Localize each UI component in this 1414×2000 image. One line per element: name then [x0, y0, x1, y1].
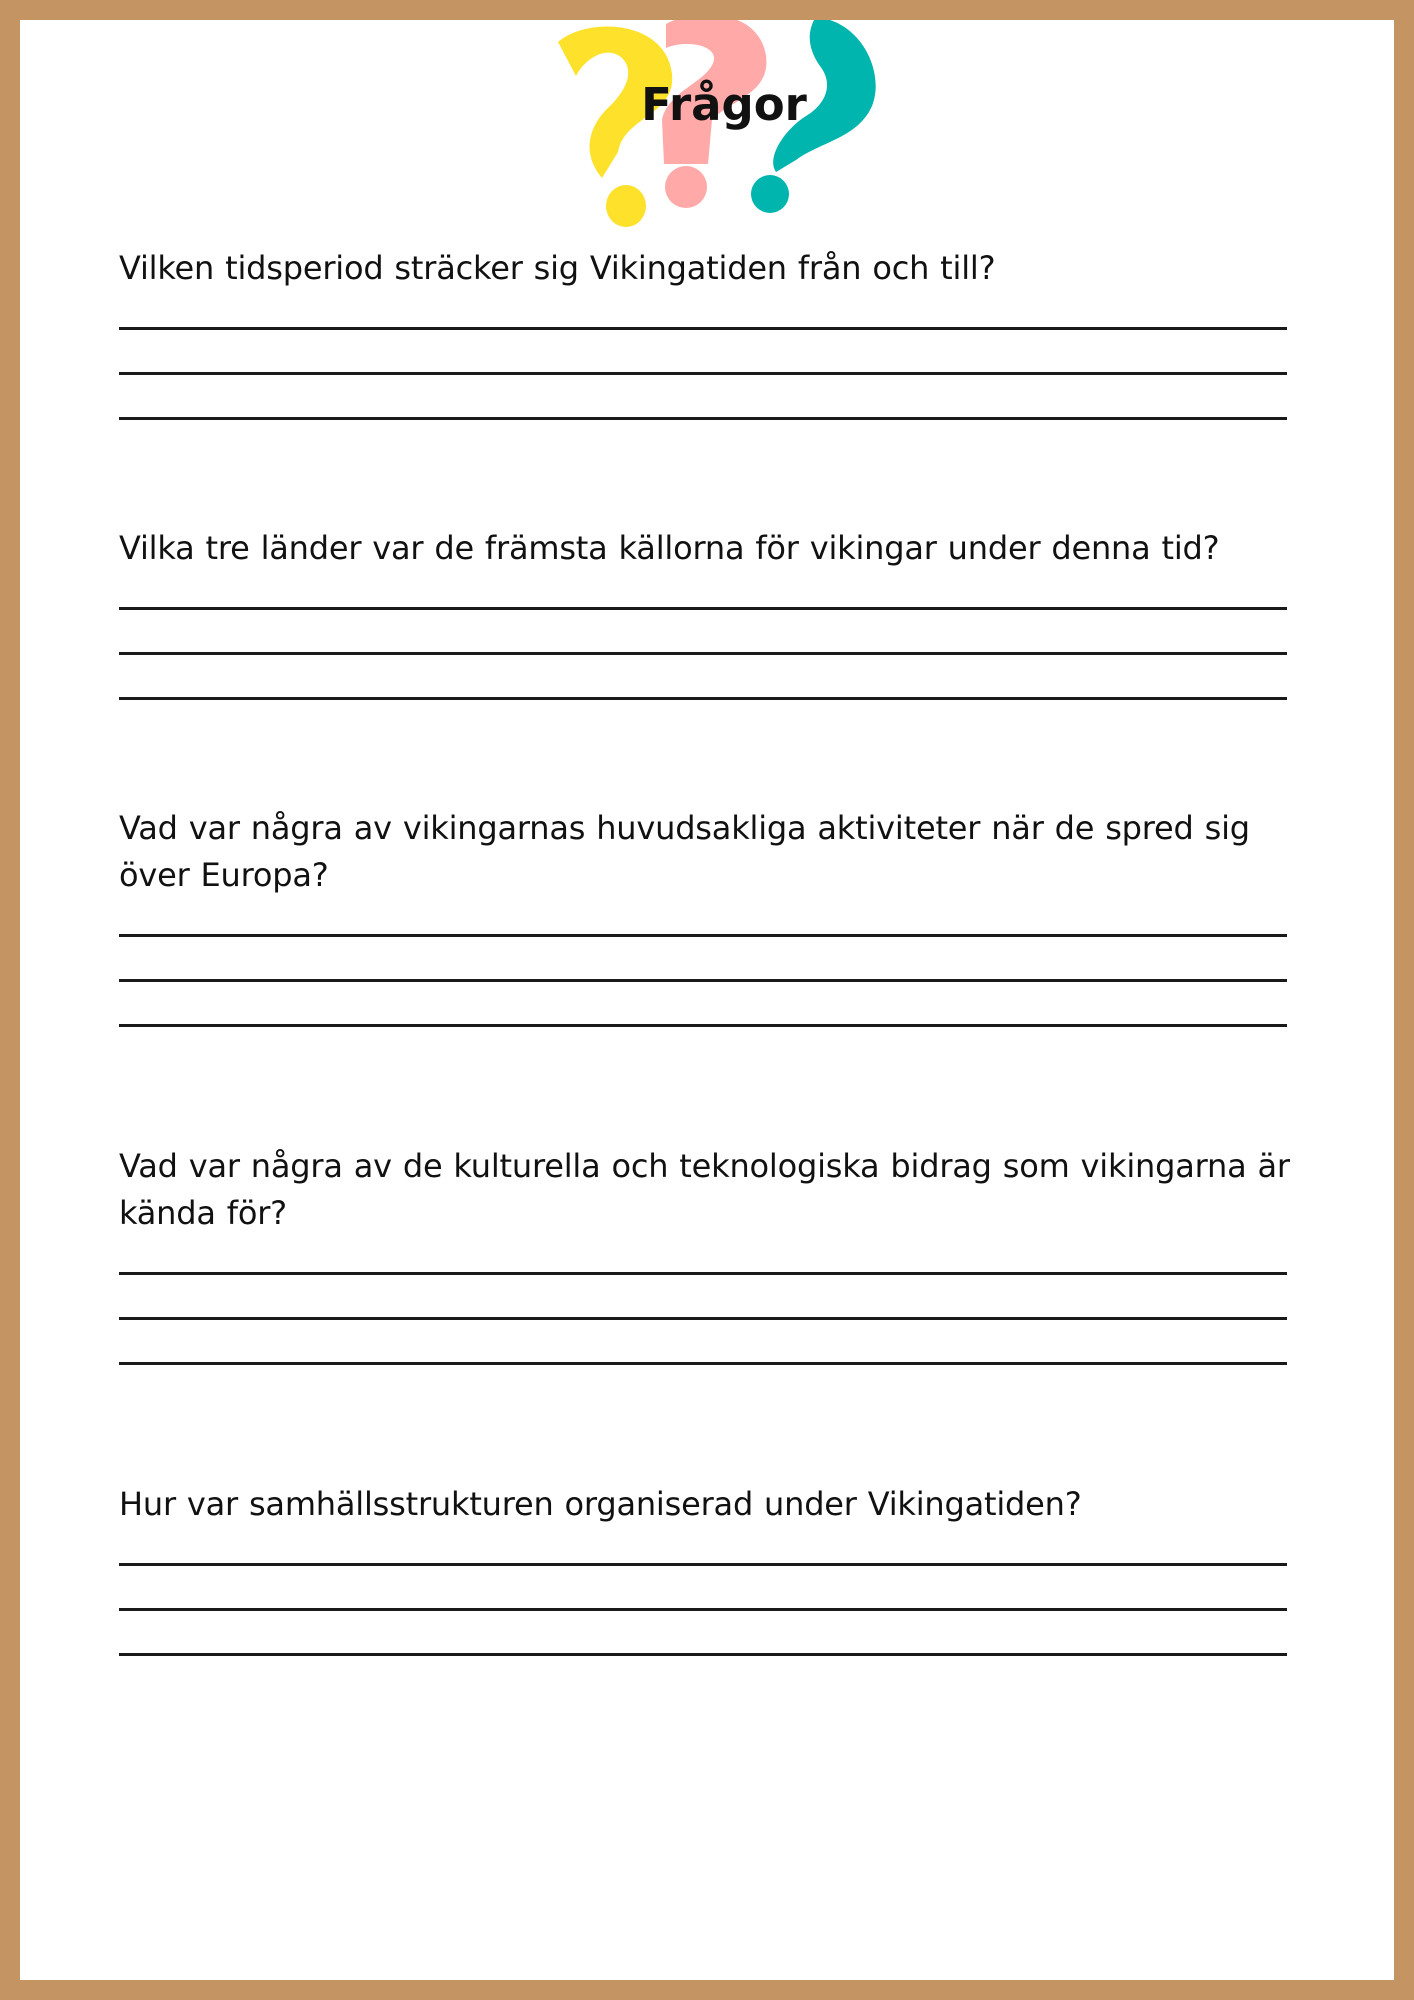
answer-line[interactable]: [119, 1317, 1287, 1320]
question-2: [119, 525, 1307, 572]
yellow-question-dot-icon: [606, 185, 646, 227]
worksheet-header: [544, 20, 904, 236]
answer-line[interactable]: [119, 417, 1287, 420]
question-text: Vilka tre länder var de främsta källorna för vikingar under denna tid?: [119, 529, 1220, 567]
question-text: Hur var samhällsstrukturen organiserad under Vikingatiden?: [119, 1485, 1082, 1523]
answer-line[interactable]: [119, 1272, 1287, 1275]
answer-line[interactable]: [119, 607, 1287, 610]
question-3: [119, 805, 1307, 899]
question-text: Vad var några av de kulturella och teknologiska bidrag som vikingarna är kända för?: [119, 1147, 1290, 1232]
answer-line[interactable]: [119, 372, 1287, 375]
question-text: Vilken tidsperiod sträcker sig Vikingatiden från och till?: [119, 249, 996, 287]
question-5: [119, 1481, 1307, 1528]
answer-line[interactable]: [119, 979, 1287, 982]
answer-line[interactable]: [119, 327, 1287, 330]
answer-line[interactable]: [119, 1563, 1287, 1566]
worksheet-page: [20, 20, 1394, 1980]
question-1: [119, 245, 1307, 292]
question-text: Vad var några av vikingarnas huvudsakliga aktiviteter när de spred sig över Europa?: [119, 809, 1250, 894]
answer-line[interactable]: [119, 652, 1287, 655]
answer-line[interactable]: [119, 1608, 1287, 1611]
teal-question-dot-icon: [751, 175, 789, 213]
answer-line[interactable]: [119, 1024, 1287, 1027]
question-4: [119, 1143, 1307, 1237]
answer-line[interactable]: [119, 934, 1287, 937]
answer-line[interactable]: [119, 1653, 1287, 1656]
page-title: Frågor: [641, 78, 807, 131]
answer-line[interactable]: [119, 1362, 1287, 1365]
pink-question-dot-icon: [665, 166, 707, 208]
answer-line[interactable]: [119, 697, 1287, 700]
